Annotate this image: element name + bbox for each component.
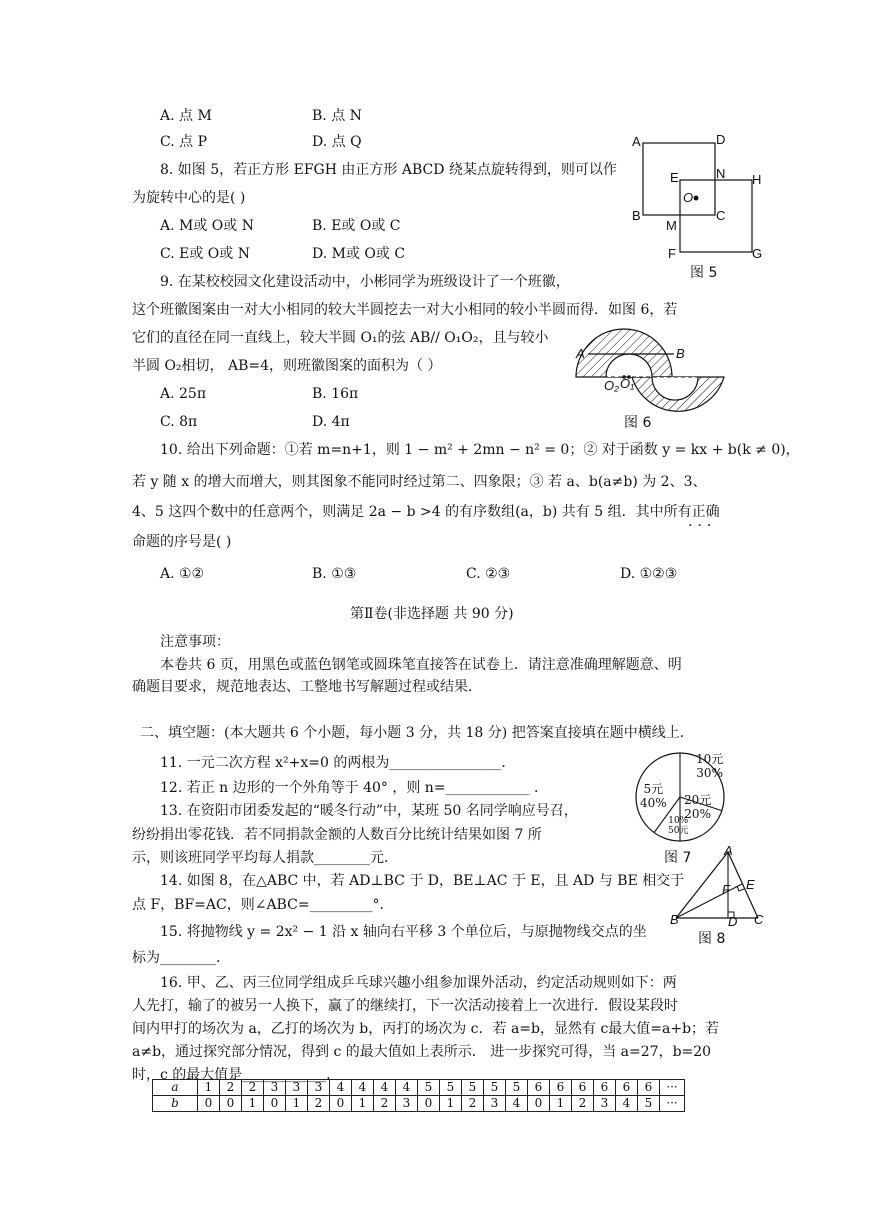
table-cell: 5	[506, 1080, 528, 1096]
table-cell: 6	[638, 1080, 660, 1096]
table-cell: 6	[616, 1080, 638, 1096]
table-cell: 0	[418, 1096, 440, 1112]
q16-line3: 间内甲打的场次为 a，乙打的场次为 b，丙打的场次为 c．若 a=b，显然有 c最大值=a+b；若	[132, 1021, 720, 1037]
table-row-b	[153, 1096, 685, 1112]
pie-slice-5yuan	[640, 782, 667, 810]
q8-option-d: D. M或 O或 C	[312, 246, 406, 262]
notice-line2: 确题目要求，规范地表达、工整地书写解题过程或结果．	[132, 679, 482, 695]
fig8-label-a: A	[724, 843, 733, 858]
fig5-label-n: N	[716, 166, 726, 181]
q10-option-b: B. ①③	[312, 566, 357, 582]
table-cell: 3	[286, 1080, 308, 1096]
table-more-cell: ···	[660, 1080, 685, 1096]
fig5-caption: 图 5	[690, 265, 718, 281]
fig7-caption: 图 7	[664, 850, 692, 866]
table-more-cell: ···	[660, 1096, 685, 1112]
q11: 11. 一元二次方程 x²+x=0 的两根为________________．	[160, 755, 516, 771]
fig5-label-g: G	[752, 246, 763, 261]
q15-line2: 标为________．	[132, 950, 230, 966]
fig5-label-h: H	[752, 172, 762, 187]
table-cell: 5	[418, 1080, 440, 1096]
table-cell: 4	[506, 1096, 528, 1112]
q10-stem-line3: 4、5 这四个数中的任意两个，则满足 2a − b >4 的有序数组(a，b) 共有 5 组．其中所有正确	[132, 504, 720, 520]
q16-line2: 人先打，输了的被另一人换下，赢了的继续打，下一次活动接着上一次进行．假设某段时	[132, 998, 678, 1014]
q14-line2: 点 F，BF=AC，则∠ABC=_________°．	[132, 897, 394, 913]
table-cell: 1	[286, 1096, 308, 1112]
q7-option-c: C. 点 P	[160, 134, 207, 150]
table-cell: 5	[440, 1080, 462, 1096]
q8-option-a: A. M或 O或 N	[160, 218, 254, 234]
table-cell: 4	[374, 1080, 396, 1096]
notice-title: 注意事项：	[160, 634, 230, 650]
q15-line1: 15. 将抛物线 y = 2x² − 1 沿 x 轴向右平移 3 个单位后，与原抛物线交点的坐	[160, 924, 647, 940]
fig5-label-f: F	[668, 246, 676, 261]
pie-pct-5yuan: 40%	[640, 796, 667, 810]
table-row-a	[153, 1080, 685, 1096]
table-cell: 0	[264, 1096, 286, 1112]
row-a-header: a	[153, 1080, 198, 1096]
q9-option-a: A. 25π	[160, 386, 207, 402]
fig8-label-d: D	[728, 914, 738, 929]
q16-line4: a≠b，通过探究部分情况，得到 c 的最大值如上表所示． 进一步探究可得，当 a=27，b=20	[132, 1044, 712, 1060]
q13-line1: 13. 在资阳市团委发起的“暖冬行动”中，某班 50 名同学响应号召，	[160, 803, 578, 819]
fig6-label-a: A	[576, 346, 585, 361]
fig6-caption: 图 6	[624, 415, 652, 431]
ab-table	[152, 1079, 685, 1112]
table-cell: 2	[242, 1080, 264, 1096]
figure-6-diagram	[574, 326, 726, 426]
figure-5-diagram	[630, 130, 770, 270]
table-cell: 1	[352, 1096, 374, 1112]
table-cell: 3	[396, 1096, 418, 1112]
q14-line1: 14. 如图 8，在△ABC 中，若 AD⊥BC 于 D，BE⊥AC 于 E，且 AD 与 BE 相交于	[160, 873, 685, 889]
fig8-caption: 图 8	[698, 931, 726, 947]
q10-stem-line1: 10. 给出下列命题：①若 m=n+1，则 1 − m² + 2mn − n² = 0；② 对于函数 y = kx + b(k ≠ 0)，	[160, 442, 800, 458]
fig5-label-c: C	[716, 208, 726, 223]
table-cell: 2	[308, 1096, 330, 1112]
q13-line2: 纷纷捐出零花钱．若不同捐款金额的人数百分比统计结果如图 7 所	[132, 827, 542, 843]
pie-slice-50yuan	[668, 816, 688, 836]
fig5-label-o: O	[683, 190, 694, 205]
fig5-label-d: D	[716, 132, 726, 147]
fig5-label-a: A	[632, 134, 641, 149]
notice-line1: 本卷共 6 页，用黑色或蓝色钢笔或圆珠笔直接答在试卷上．请注意准确理解题意、明	[160, 657, 682, 673]
pie-label-50yuan: 50元	[668, 826, 689, 836]
q9-stem-line4: 半圆 O₂相切， AB=4，则班徽图案的面积为（ ）	[132, 358, 442, 374]
fig6-label-o1: O₁	[620, 376, 635, 391]
table-cell: 0	[198, 1096, 220, 1112]
fig5-label-m: M	[666, 218, 677, 233]
q10-option-a: A. ①②	[160, 566, 205, 582]
table-cell: 3	[594, 1096, 616, 1112]
q8-option-b: B. E或 O或 C	[312, 218, 401, 234]
table-cell: 2	[374, 1096, 396, 1112]
table-cell: 2	[220, 1080, 242, 1096]
table-cell: 1	[242, 1096, 264, 1112]
q9-option-b: B. 16π	[312, 386, 359, 402]
table-cell: 0	[220, 1096, 242, 1112]
pie-pct-10yuan: 30%	[696, 766, 723, 780]
table-cell: 5	[484, 1080, 506, 1096]
pie-label-5yuan: 5元	[643, 782, 664, 796]
table-cell: 4	[352, 1080, 374, 1096]
q8-stem-line1: 8. 如图 5，若正方形 EFGH 由正方形 ABCD 绕某点旋转得到，则可以作	[160, 162, 617, 178]
q13-line3: 示，则该班同学平均每人捐款________元．	[132, 850, 398, 866]
q9-option-c: C. 8π	[160, 414, 198, 430]
table-cell: 2	[462, 1096, 484, 1112]
q10-stem-line2: 若 y 随 x 的增大而增大，则其图象不能同时经过第二、四象限；③ 若 a、b(a≠b) 为 2、3、	[132, 474, 707, 490]
fig8-label-e: E	[746, 877, 755, 892]
pie-pct-20yuan: 20%	[684, 807, 711, 821]
table-cell: 4	[330, 1080, 352, 1096]
fig6-label-o2: O₂	[604, 378, 620, 393]
pie-pct-50yuan: 10%	[668, 816, 689, 826]
emphasis-dots: ···	[688, 518, 717, 534]
q9-stem-line2: 这个班徽图案由一对大小相同的较大半圆挖去一对大小相同的较小半圆而得．如图 6，若	[132, 302, 678, 318]
q9-option-d: D. 4π	[312, 414, 350, 430]
q12: 12. 若正 n 边形的一个外角等于 40° ，则 n=____________ ．	[160, 780, 548, 796]
q8-option-c: C. E或 O或 N	[160, 246, 250, 262]
q8-stem-line2: 为旋转中心的是( )	[132, 190, 246, 206]
table-cell: 5	[638, 1096, 660, 1112]
pie-label-10yuan: 10元	[696, 752, 724, 766]
table-cell: 6	[594, 1080, 616, 1096]
fill-section-header: 二、填空题：(本大题共 6 个小题，每小题 3 分，共 18 分) 把答案直接填在题中横线上．	[140, 725, 694, 741]
table-cell: 3	[264, 1080, 286, 1096]
q7-option-a: A. 点 M	[160, 108, 212, 124]
table-cell: 1	[440, 1096, 462, 1112]
table-cell: 6	[528, 1080, 550, 1096]
table-cell: 6	[572, 1080, 594, 1096]
table-cell: 4	[396, 1080, 418, 1096]
q9-stem-line3: 它们的直径在同一直线上，较大半圆 O₁的弦 AB// O₁O₂，且与较小	[132, 330, 549, 346]
q9-stem-line1: 9. 在某校校园文化建设活动中，小彬同学为班级设计了一个班徽，	[160, 274, 570, 290]
table-cell: 4	[616, 1096, 638, 1112]
table-cell: 2	[572, 1096, 594, 1112]
table-cell: 6	[550, 1080, 572, 1096]
fig5-label-e: E	[670, 170, 679, 185]
row-b-header: b	[153, 1096, 198, 1112]
table-cell: 3	[308, 1080, 330, 1096]
fig6-label-b: B	[676, 346, 685, 361]
q16-line5: 时，c 的最大值是____________．	[132, 1067, 341, 1083]
table-cell: 0	[330, 1096, 352, 1112]
table-cell: 3	[484, 1096, 506, 1112]
q10-option-c: C. ②③	[466, 566, 511, 582]
table-cell: 1	[550, 1096, 572, 1112]
fig8-label-f: F	[722, 882, 730, 897]
table-cell: 0	[528, 1096, 550, 1112]
section-2-title: 第Ⅱ卷(非选择题 共 90 分)	[350, 606, 514, 622]
q7-option-b: B. 点 N	[312, 108, 362, 124]
fig8-label-b: B	[670, 912, 679, 927]
q10-option-d: D. ①②③	[620, 566, 678, 582]
fig8-label-c: C	[754, 912, 764, 927]
q7-option-d: D. 点 Q	[312, 134, 362, 150]
fig5-label-b: B	[632, 208, 641, 223]
table-cell: 1	[198, 1080, 220, 1096]
table-cell: 5	[462, 1080, 484, 1096]
pie-slice-10yuan	[696, 752, 723, 780]
pie-label-20yuan: 20元	[684, 793, 712, 807]
q10-stem-line4: 命题的序号是( )	[132, 534, 232, 550]
q16-line1: 16. 甲、乙、丙三位同学组成乒乓球兴趣小组参加课外活动，约定活动规则如下：两	[160, 975, 677, 991]
